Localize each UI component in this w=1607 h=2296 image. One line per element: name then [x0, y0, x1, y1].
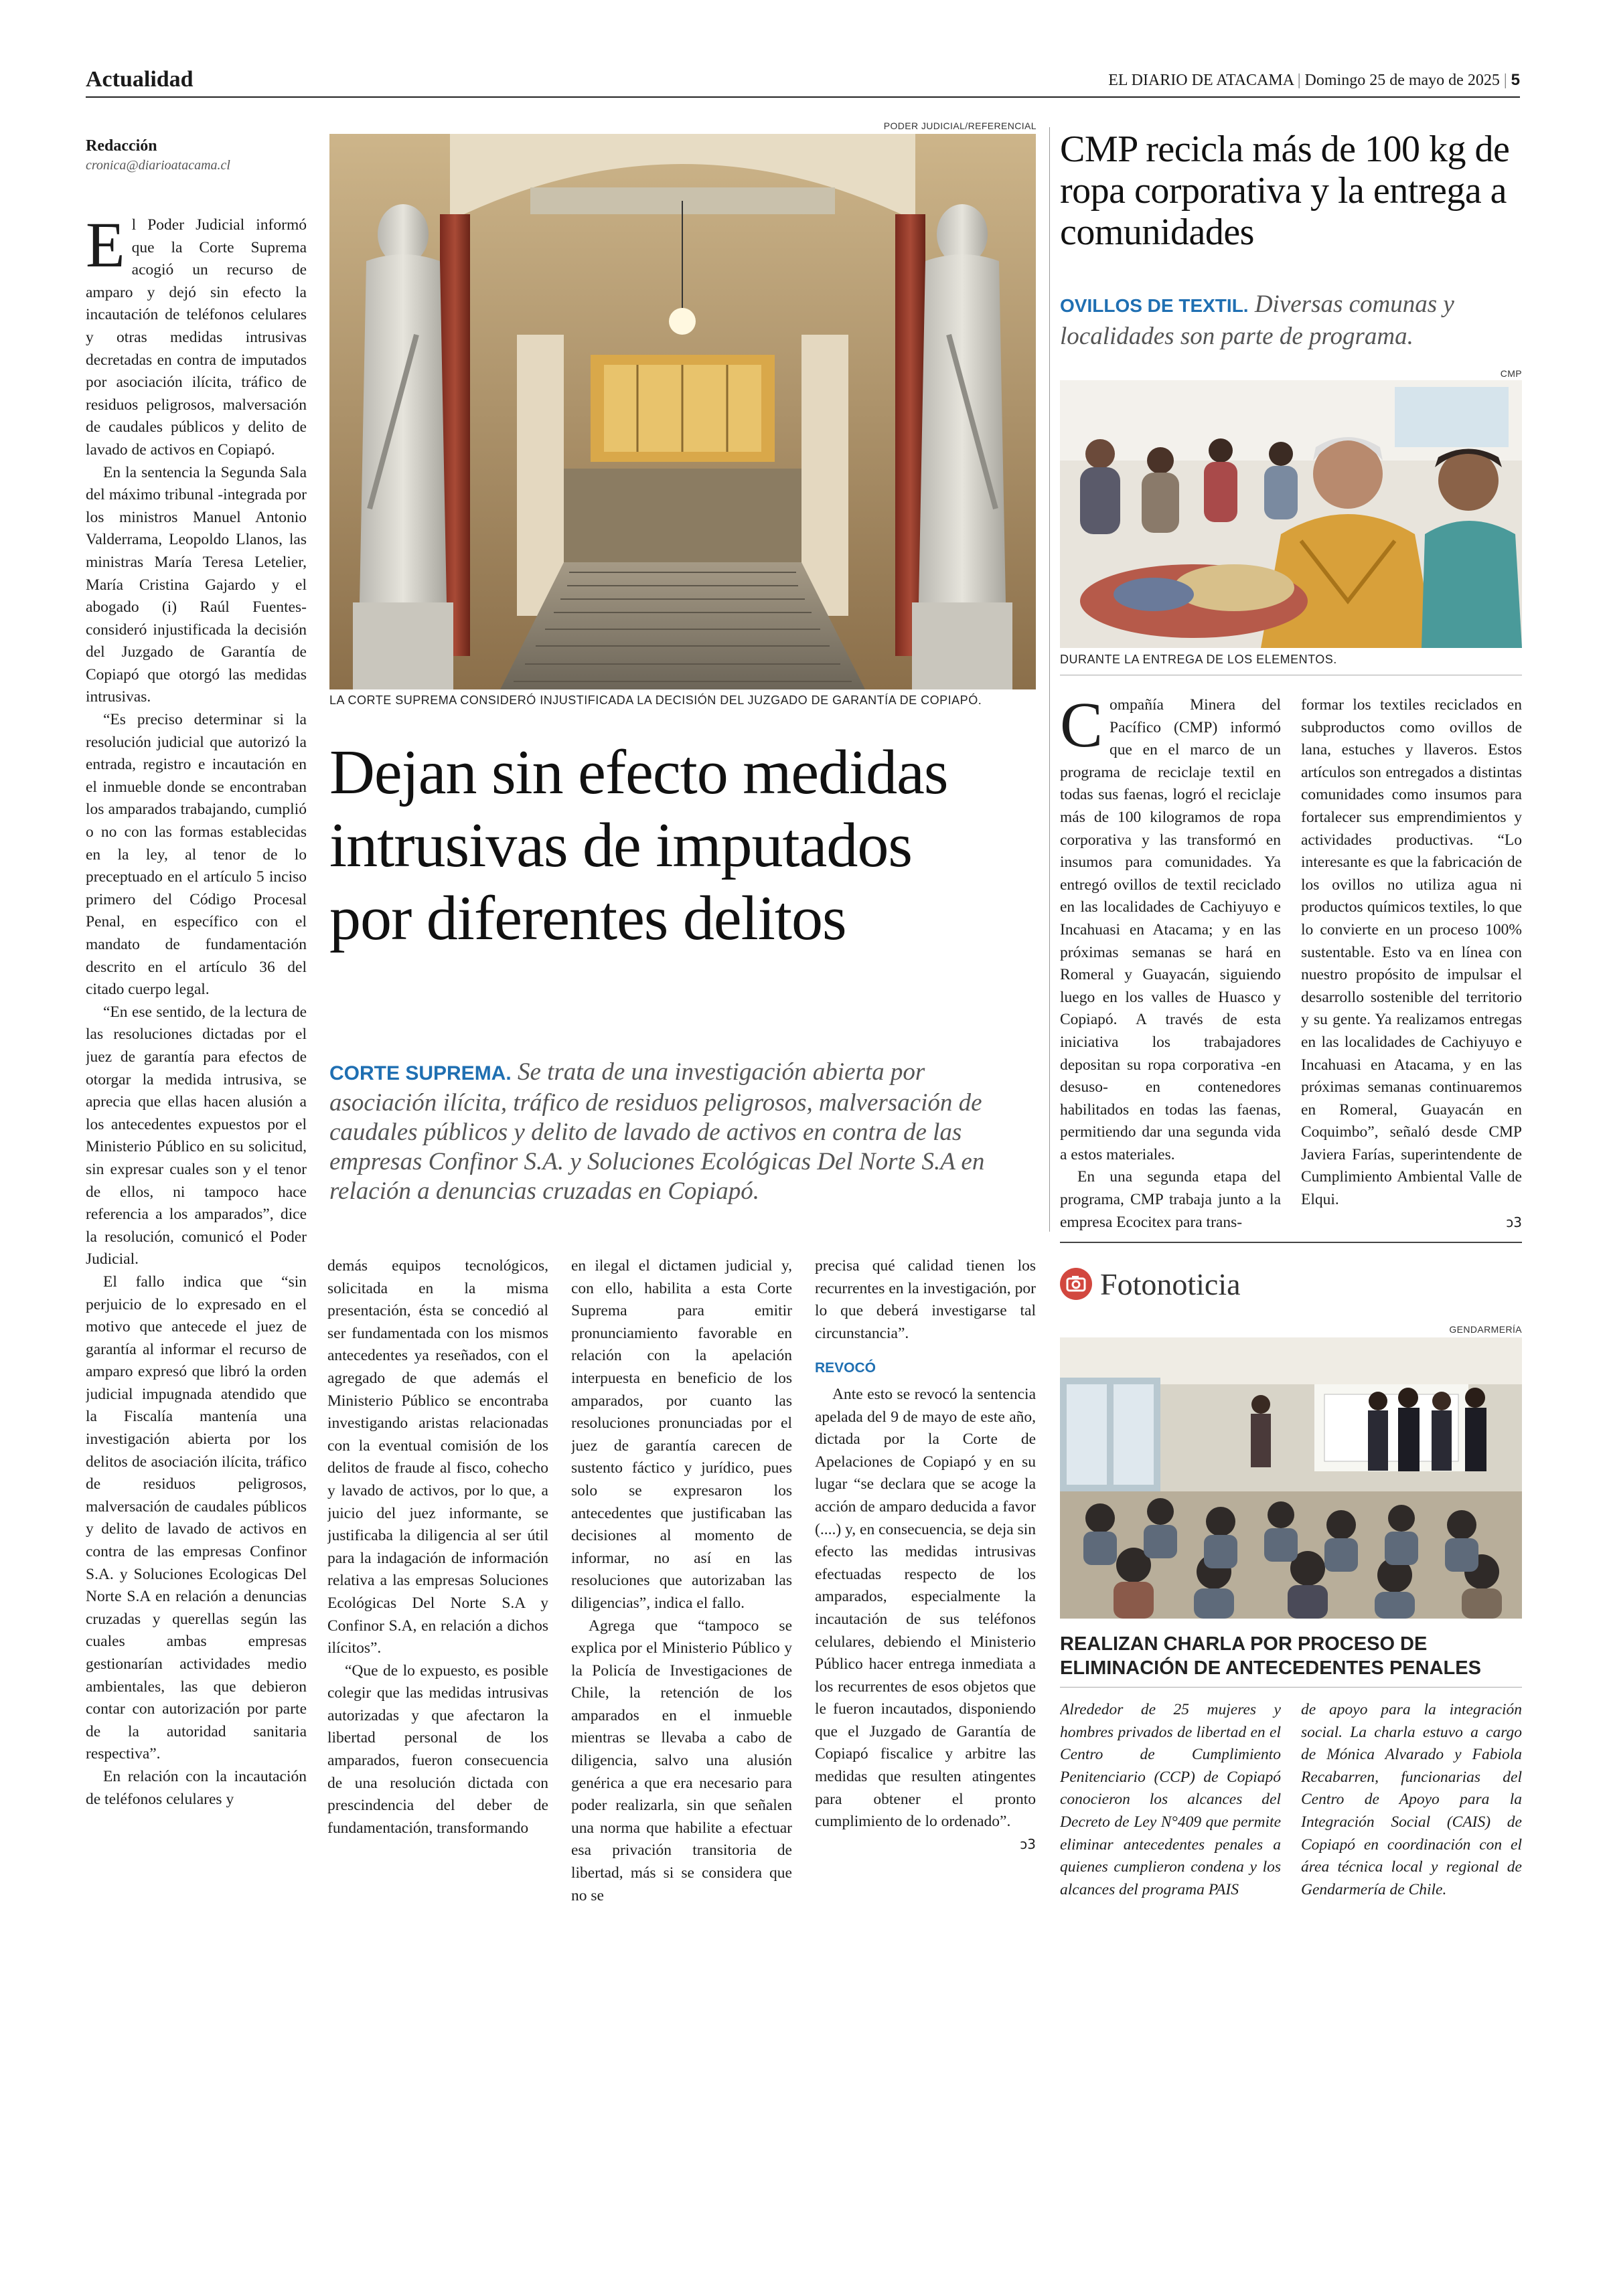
main-end-mark: ↄ3 — [1020, 1835, 1036, 1852]
byline-email: cronica@diarioatacama.cl — [86, 158, 230, 173]
main-kicker: CORTE SUPREMA. — [329, 1062, 512, 1084]
main-paragraph: demás equipos tecnológicos, solicitada en la misma presentación, ésta se concedió al ser fundamentada con los mismos antecedentes ya reseñados, con el agregado de que además el Ministerio Público se encontraba investigando aristas relacionadas con la eventual comisión de los delitos de fraude al fisco, cohecho y lavado de activos, por lo que, a juicio del juez informante, se justificaba la diligencia al ser útil para la indagación de información relativa a las empresas Soluciones Ecológicas Del Norte S.A y Confinor S.A, en relación a dichos ilícitos”. — [327, 1257, 548, 1657]
main-paragraph: El fallo indica que “sin perjuicio de lo expresado en el motivo que antecede el juez de garantía al informar el recurso de amparo expresó que libró la orden judicial impugnada atendido que la Fiscalía mantenía una investigación abierta por los delitos de asociación ilícita, tráfico de residuos peligrosos, malversación de caudales públicos y delito de lavado de activos en contra de las empresas Confinor S.A. y Soluciones Ecologicas Del Norte S.A en relación a denuncias cruzadas y querellas según las cuales ambas empresas gestionarían actividades medio ambientales, las que debieron contar con autorización por parte de la autoridad sanitaria respectiva”. — [86, 1273, 307, 1763]
main-paragraph: En la sentencia la Segunda Sala del máximo tribunal -integrada por los ministros Manuel Antonio Valderrama, Leopoldo Llanos, las ministras María Teresa Letelier, María Cristina Gajardo y el abogado (i) Raúl Fuentes- consideró injustificada la decisión del Juzgado de Garantía de Copiapó que otorgó las medidas intrusivas. — [86, 463, 307, 706]
side-photo-credit: CMP — [1500, 368, 1522, 379]
header-rule — [86, 96, 1520, 98]
main-headline: Dejan sin efecto medidas intrusivas de imputados por diferentes delitos — [329, 738, 948, 953]
main-paragraph: “Es preciso determinar si la resolución judicial que autorizó la entrada, registro e incautación en el inmueble donde se encontraban los amparados trabajando, cumplió o no con las formas establecidas en la ley, al tenor de lo preceptuado en el artículo 5 inciso primero del Código Procesal Penal, en específico con el mandato de fundamentación descrito en el artículo 36 del citado cuerpo legal. — [86, 711, 307, 999]
fotonoticia-label: Fotonoticia — [1100, 1267, 1241, 1301]
byline — [86, 137, 300, 173]
fotonoticia-paragraph: de apoyo para la integración social. La charla estuvo a cargo de Mónica Alvarado y Fabiola Recabarren, funcionarias del Centro de Apoyo para la Integración Social (CAIS) de Copiapó en coordinación con el área técnica local y regional de Gendarmería de Chile. — [1301, 1701, 1522, 1898]
main-paragraph: En relación con la incautación de teléfonos celulares y — [86, 1767, 307, 1808]
fotonoticia-photo-credit: GENDARMERÍA — [1449, 1324, 1522, 1335]
side-paragraph: En una segunda etapa del programa, CMP trabaja junto a la empresa Ecocitex para trans- — [1060, 1168, 1281, 1231]
main-paragraph: en ilegal el dictamen judicial y, con ello, habilita a esta Corte Suprema para emitir pronunciamiento favorable en relación con la apelación interpuesta en beneficio de los amparados, por cuanto las resoluciones pronunciadas por el juez de garantía carecen de sustento fáctico y jurídico, pues solo se expresaron los antecedentes que justificaban las decisiones al momento de informar, no así en las resoluciones que autorizaban las diligencias”, indica el fallo. — [571, 1257, 792, 1612]
column-divider — [1049, 127, 1050, 1232]
talk-room-photo — [1060, 1337, 1522, 1619]
fotonoticia-label-block — [1060, 1265, 1395, 1305]
main-deck: Se trata de una investigación abierta por asociación ilícita, tráfico de residuos peligrosos, malversación de caudales públicos y delito de lavado de activos en contra de las empresas Confinor S.A. y Soluciones Ecológicas Del Norte S.A en relación a denuncias cruzadas en Copiapó. — [329, 1058, 985, 1205]
masthead: EL DIARIO DE ATACAMA — [1108, 72, 1294, 89]
main-paragraph: “En ese sentido, de la lectura de las resoluciones dictadas por el juez de garantía para efectos de otorgar la medida intrusiva, se aprecia que ellas hacen alusión a los antecedentes expuestos por el Ministerio Público en su solicitud, sin expresar cuales son y el tenor de ellos, ni tampoco hace referencia a los amparados”, dice la resolución, comunicó el Poder Judicial. — [86, 1003, 307, 1268]
masthead-line: EL DIARIO DE ATACAMA | Domingo 25 de mayo de 2025 | 5 — [1108, 71, 1520, 89]
main-column-2 — [327, 1255, 548, 1904]
side-photo-caption: DURANTE LA ENTREGA DE LOS ELEMENTOS. — [1060, 653, 1337, 666]
fotonoticia-headline: REALIZAN CHARLA POR PROCESO DE ELIMINACIÓN DE ANTECEDENTES PENALES — [1060, 1633, 1481, 1679]
side-deck-block — [1060, 289, 1522, 352]
main-column-1 — [86, 214, 307, 1904]
side-headline: CMP recicla más de 100 kg de ropa corporativa y la entrega a comunidades — [1060, 129, 1510, 253]
page-number: 5 — [1511, 71, 1520, 89]
main-paragraph: Ante esto se revocó la sentencia apelada del 9 de mayo de este año, dictada por la Corte de Apelaciones de Copiapó y en su lugar “se declara que se acoge la acción de amparo deducida a favor (....) y, en consecuencia, se deja sin efecto las medidas intrusivas efectuadas respecto de los amparados, especialmente la incautación de sus teléfonos celulares, debiendo el Ministerio Público hacer entrega inmediata a los recurrentes de esos objetos que le fueron incautados, disponiendo que el Juzgado de Garantía de Copiapó fiscalice y arbitre las medidas que resulten atingentes para obtener el pronto cumplimiento de lo ordenado”. — [815, 1385, 1036, 1831]
fotonoticia-column-2 — [1301, 1699, 1522, 1913]
camera-icon — [1060, 1268, 1092, 1300]
fotonoticia-rule — [1060, 1687, 1522, 1688]
side-column-1 — [1060, 694, 1281, 1236]
side-column-2 — [1301, 694, 1522, 1236]
fotonoticia-paragraph: Alrededor de 25 mujeres y hombres privados de libertad en el Centro de Cumplimiento Penitenciario (CCP) de Copiapó conocieron los alcances del Decreto de Ley N°409 que permite eliminar antecedentes penales a quienes cumplieron condena y los alcances del programa PAIS — [1060, 1701, 1281, 1898]
main-column-3 — [571, 1255, 792, 1904]
page-header — [86, 64, 1520, 98]
main-photo-credit: PODER JUDICIAL/REFERENCIAL — [883, 120, 1037, 131]
section-label: Actualidad — [86, 67, 194, 92]
main-paragraph: Agrega que “tampoco se explica por el Ministerio Público y la Policía de Investigaciones de Chile, la retención de los amparados en el inmueble mientras se llevaba a cabo de diligencia, salvo una alusión genérica a que era necesario para poder realizarla, sin que señalen una norma que habilite a efectuar esa privación transitoria de libertad, más si se considera que no se — [571, 1617, 792, 1904]
side-paragraph: Compañía Minera del Pacífico (CMP) informó que en el marco de un programa de reciclaje textil en todas sus faenas, logró el reciclaje más de 100 kilogramos de ropa corporativa y las transformó en insumos para comunidades. Ya entregó ovillos de textil reciclado en las localidades de Cachiyuyo e Incahuasi en Atacama; y en las próximas semanas se hará en Romeral y Guayacán, siguiendo luego en los valles de Huasco y Copiapó. A través de esta iniciativa los trabajadores depositan su ropa corporativa -en desuso- en contenedores habilitados en todas las faenas, permitiendo dar una segunda vida a estos materiales. — [1060, 694, 1281, 1163]
main-paragraph: El Poder Judicial informó que la Corte Suprema acogió un recurso de amparo y dejó sin efecto la incautación de teléfonos celulares y otras medidas intrusivas decretadas en contra de imputados por asociación ilícita, tráfico de residuos peligrosos, malversación de caudales públicos y delito de lavado de activos en Copiapó. — [86, 214, 307, 459]
section-rule — [1060, 1242, 1522, 1243]
side-dropcap: C — [1060, 694, 1103, 760]
main-column-4 — [815, 1255, 1036, 1908]
main-subhead: REVOCÓ — [815, 1360, 876, 1376]
issue-date: Domingo 25 de mayo de 2025 — [1304, 72, 1500, 89]
main-dropcap: E — [86, 214, 125, 280]
main-paragraph: precisa qué calidad tienen los recurrentes en la investigación, por lo que deberá investigarse tal circunstancia”. — [815, 1257, 1036, 1342]
community-delivery-photo — [1060, 380, 1522, 648]
fotonoticia-column-1 — [1060, 1699, 1281, 1913]
side-deck: Diversas comunas y localidades son parte de programa. — [1060, 291, 1454, 350]
main-photo — [329, 134, 1036, 689]
main-photo-caption: LA CORTE SUPREMA CONSIDERÓ INJUSTIFICADA LA DECISIÓN DEL JUZGADO DE GARANTÍA DE COPIAPÓ. — [329, 693, 982, 707]
fotonoticia-photo — [1060, 1337, 1522, 1619]
main-paragraph: “Que de lo expuesto, es posible colegir que las medidas intrusivas autorizadas y que afectaron la libertad personal de los amparados, fueron consecuencia de una resolución dictada con prescindencia del deber de fundamentación, transformando — [327, 1661, 548, 1837]
byline-name: Redacción — [86, 137, 157, 155]
main-deck-block — [329, 1058, 1036, 1206]
side-photo — [1060, 380, 1522, 648]
side-paragraph: formar los textiles reciclados en subproductos como ovillos de lana, estuches y llaveros. Estos artículos son entregados a distintas comunidades como insumos para fortalecer sus emprendimientos y actividades productivas. “Lo interesante es que la fabricación de los ovillos no utiliza agua ni productos químicos textiles, lo que lo convierte en un proceso 100% sustentable. Esto va en línea con nuestro propósito de impulsar el desarrollo sostenible del territorio y su gente. Ya realizamos entregas en las localidades de Cachiyuyo e Incahuasi en Atacama, y en las próximas semanas continuaremos en Romeral, Guayacán en Coquimbo”, señaló desde CMP Javiera Farías, superintendente de Cumplimiento Ambiental Valle de Elqui. — [1301, 696, 1522, 1209]
court-staircase-photo — [329, 134, 1036, 689]
side-kicker: OVILLOS DE TEXTIL. — [1060, 295, 1249, 316]
side-end-mark: ↄ3 — [1506, 1214, 1522, 1230]
